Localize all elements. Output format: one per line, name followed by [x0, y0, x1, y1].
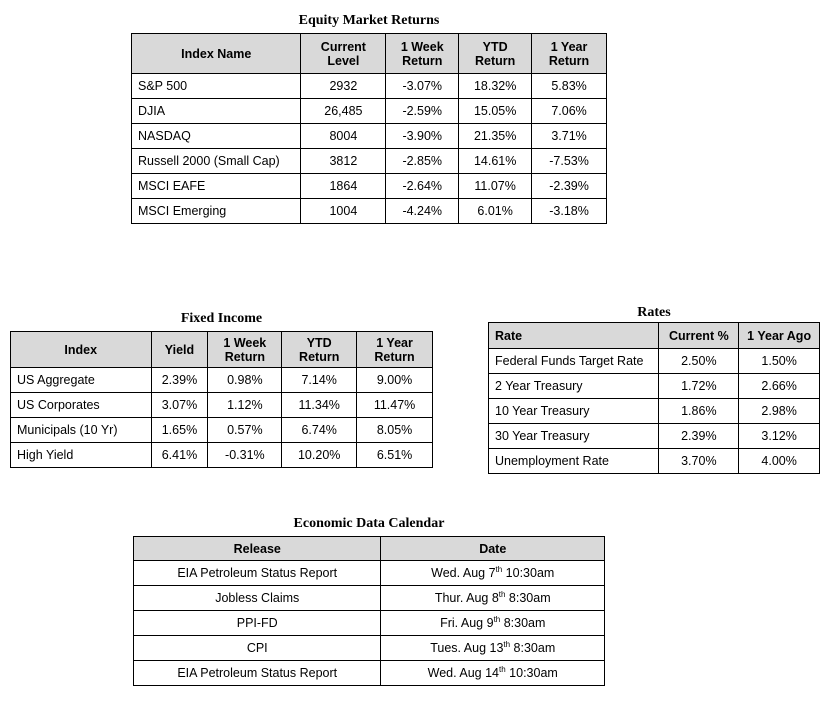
row-label: Federal Funds Target Rate — [489, 349, 659, 374]
row-label: 2 Year Treasury — [489, 374, 659, 399]
cell-value: 11.07% — [459, 174, 532, 199]
cell-value: 0.57% — [208, 418, 282, 443]
row-label: Russell 2000 (Small Cap) — [132, 149, 301, 174]
equity-section — [131, 12, 607, 224]
column-header: Current Level — [301, 34, 386, 74]
column-header: 1 Week Return — [386, 34, 459, 74]
release-name: EIA Petroleum Status Report — [134, 661, 381, 686]
table-row — [132, 124, 607, 149]
cell-value: 11.47% — [357, 393, 433, 418]
column-header: Current % — [659, 323, 739, 349]
date-time: 8:30am — [500, 616, 546, 630]
fixed-income-section — [10, 310, 433, 468]
cell-value: 1.12% — [208, 393, 282, 418]
cell-value: 8004 — [301, 124, 386, 149]
cell-value: 1864 — [301, 174, 386, 199]
date-time: 8:30am — [505, 591, 551, 605]
cell-value: 2.50% — [659, 349, 739, 374]
cell-value: 21.35% — [459, 124, 532, 149]
ordinal-suffix: th — [499, 664, 506, 674]
cell-value: 0.98% — [208, 368, 282, 393]
ordinal-suffix: th — [503, 639, 511, 649]
cell-value: 6.74% — [282, 418, 357, 443]
cell-value: 9.00% — [357, 368, 433, 393]
table-row — [11, 443, 433, 468]
column-header: 1 Year Return — [357, 332, 433, 368]
table-row — [132, 199, 607, 224]
cell-value: -0.31% — [208, 443, 282, 468]
ordinal-suffix: th — [495, 564, 503, 574]
row-label: Unemployment Rate — [489, 449, 659, 474]
release-date — [381, 611, 605, 636]
release-date — [381, 586, 605, 611]
table-row — [132, 74, 607, 99]
date-day: Wed. Aug 7 — [431, 566, 496, 580]
cell-value: -2.85% — [386, 149, 459, 174]
table-row — [11, 393, 433, 418]
column-header: 1 Week Return — [208, 332, 282, 368]
rates-title: Rates — [637, 305, 671, 320]
table-row — [134, 636, 605, 661]
column-header: Yield — [151, 332, 208, 368]
cell-value: 2932 — [301, 74, 386, 99]
fixed-income-table — [10, 331, 433, 468]
row-label: NASDAQ — [132, 124, 301, 149]
cell-value: 3.71% — [532, 124, 607, 149]
table-row — [132, 99, 607, 124]
cell-value: 3.70% — [659, 449, 739, 474]
table-row — [489, 349, 820, 374]
cell-value: 10.20% — [282, 443, 357, 468]
cell-value: 15.05% — [459, 99, 532, 124]
cell-value: 18.32% — [459, 74, 532, 99]
cell-value: -4.24% — [386, 199, 459, 224]
column-header: 1 Year Return — [532, 34, 607, 74]
cell-value: 26,485 — [301, 99, 386, 124]
cell-value: 1.65% — [151, 418, 208, 443]
cell-value: 6.01% — [459, 199, 532, 224]
cell-value: 7.06% — [532, 99, 607, 124]
cell-value: 3.07% — [151, 393, 208, 418]
release-date — [381, 636, 605, 661]
date-time: 10:30am — [502, 566, 555, 580]
rates-section — [488, 304, 820, 474]
date-day: Thur. Aug 8 — [434, 591, 499, 605]
cell-value: 2.98% — [739, 399, 820, 424]
equity-title: Equity Market Returns — [298, 13, 440, 28]
cell-value: -2.39% — [532, 174, 607, 199]
column-header: Index — [11, 332, 152, 368]
table-row — [489, 449, 820, 474]
cell-value: 1.50% — [739, 349, 820, 374]
table-row — [134, 561, 605, 586]
calendar-table — [133, 536, 605, 686]
release-date — [381, 561, 605, 586]
calendar-title: Economic Data Calendar — [293, 516, 445, 531]
column-header: YTD Return — [282, 332, 357, 368]
row-label: MSCI EAFE — [132, 174, 301, 199]
cell-value: 6.51% — [357, 443, 433, 468]
table-row — [132, 174, 607, 199]
cell-value: -3.07% — [386, 74, 459, 99]
column-header: YTD Return — [459, 34, 532, 74]
release-name: Jobless Claims — [134, 586, 381, 611]
row-label: Municipals (10 Yr) — [11, 418, 152, 443]
date-time: 10:30am — [505, 666, 558, 680]
cell-value: 14.61% — [459, 149, 532, 174]
table-row — [489, 374, 820, 399]
cell-value: 2.66% — [739, 374, 820, 399]
table-row — [134, 611, 605, 636]
release-name: EIA Petroleum Status Report — [134, 561, 381, 586]
date-day: Wed. Aug 14 — [427, 666, 500, 680]
release-name: CPI — [134, 636, 381, 661]
row-label: MSCI Emerging — [132, 199, 301, 224]
cell-value: 11.34% — [282, 393, 357, 418]
cell-value: -3.90% — [386, 124, 459, 149]
row-label: DJIA — [132, 99, 301, 124]
cell-value: 2.39% — [659, 424, 739, 449]
table-row — [134, 586, 605, 611]
cell-value: 1004 — [301, 199, 386, 224]
row-label: US Corporates — [11, 393, 152, 418]
cell-value: -7.53% — [532, 149, 607, 174]
cell-value: 5.83% — [532, 74, 607, 99]
row-label: 10 Year Treasury — [489, 399, 659, 424]
column-header: Rate — [489, 323, 659, 349]
ordinal-suffix: th — [498, 589, 506, 599]
cell-value: 3.12% — [739, 424, 820, 449]
column-header: Release — [134, 537, 381, 561]
calendar-section — [133, 515, 605, 686]
date-day: Fri. Aug 9 — [440, 616, 494, 630]
cell-value: 4.00% — [739, 449, 820, 474]
date-day: Tues. Aug 13 — [430, 641, 504, 655]
row-label: High Yield — [11, 443, 152, 468]
cell-value: 6.41% — [151, 443, 208, 468]
release-date — [381, 661, 605, 686]
row-label: US Aggregate — [11, 368, 152, 393]
cell-value: -2.59% — [386, 99, 459, 124]
ordinal-suffix: th — [493, 614, 501, 624]
cell-value: 7.14% — [282, 368, 357, 393]
column-header: 1 Year Ago — [739, 323, 820, 349]
release-name: PPI-FD — [134, 611, 381, 636]
cell-value: 2.39% — [151, 368, 208, 393]
table-row — [11, 368, 433, 393]
cell-value: 1.86% — [659, 399, 739, 424]
row-label: S&P 500 — [132, 74, 301, 99]
table-row — [11, 418, 433, 443]
cell-value: -2.64% — [386, 174, 459, 199]
row-label: 30 Year Treasury — [489, 424, 659, 449]
column-header: Date — [381, 537, 605, 561]
table-row — [489, 399, 820, 424]
fixed-income-title: Fixed Income — [180, 311, 263, 326]
table-row — [489, 424, 820, 449]
cell-value: 1.72% — [659, 374, 739, 399]
date-time: 8:30am — [510, 641, 556, 655]
table-row — [134, 661, 605, 686]
rates-table — [488, 322, 820, 474]
cell-value: 8.05% — [357, 418, 433, 443]
cell-value: 3812 — [301, 149, 386, 174]
cell-value: -3.18% — [532, 199, 607, 224]
column-header: Index Name — [132, 34, 301, 74]
table-row — [132, 149, 607, 174]
equity-table — [131, 33, 607, 224]
